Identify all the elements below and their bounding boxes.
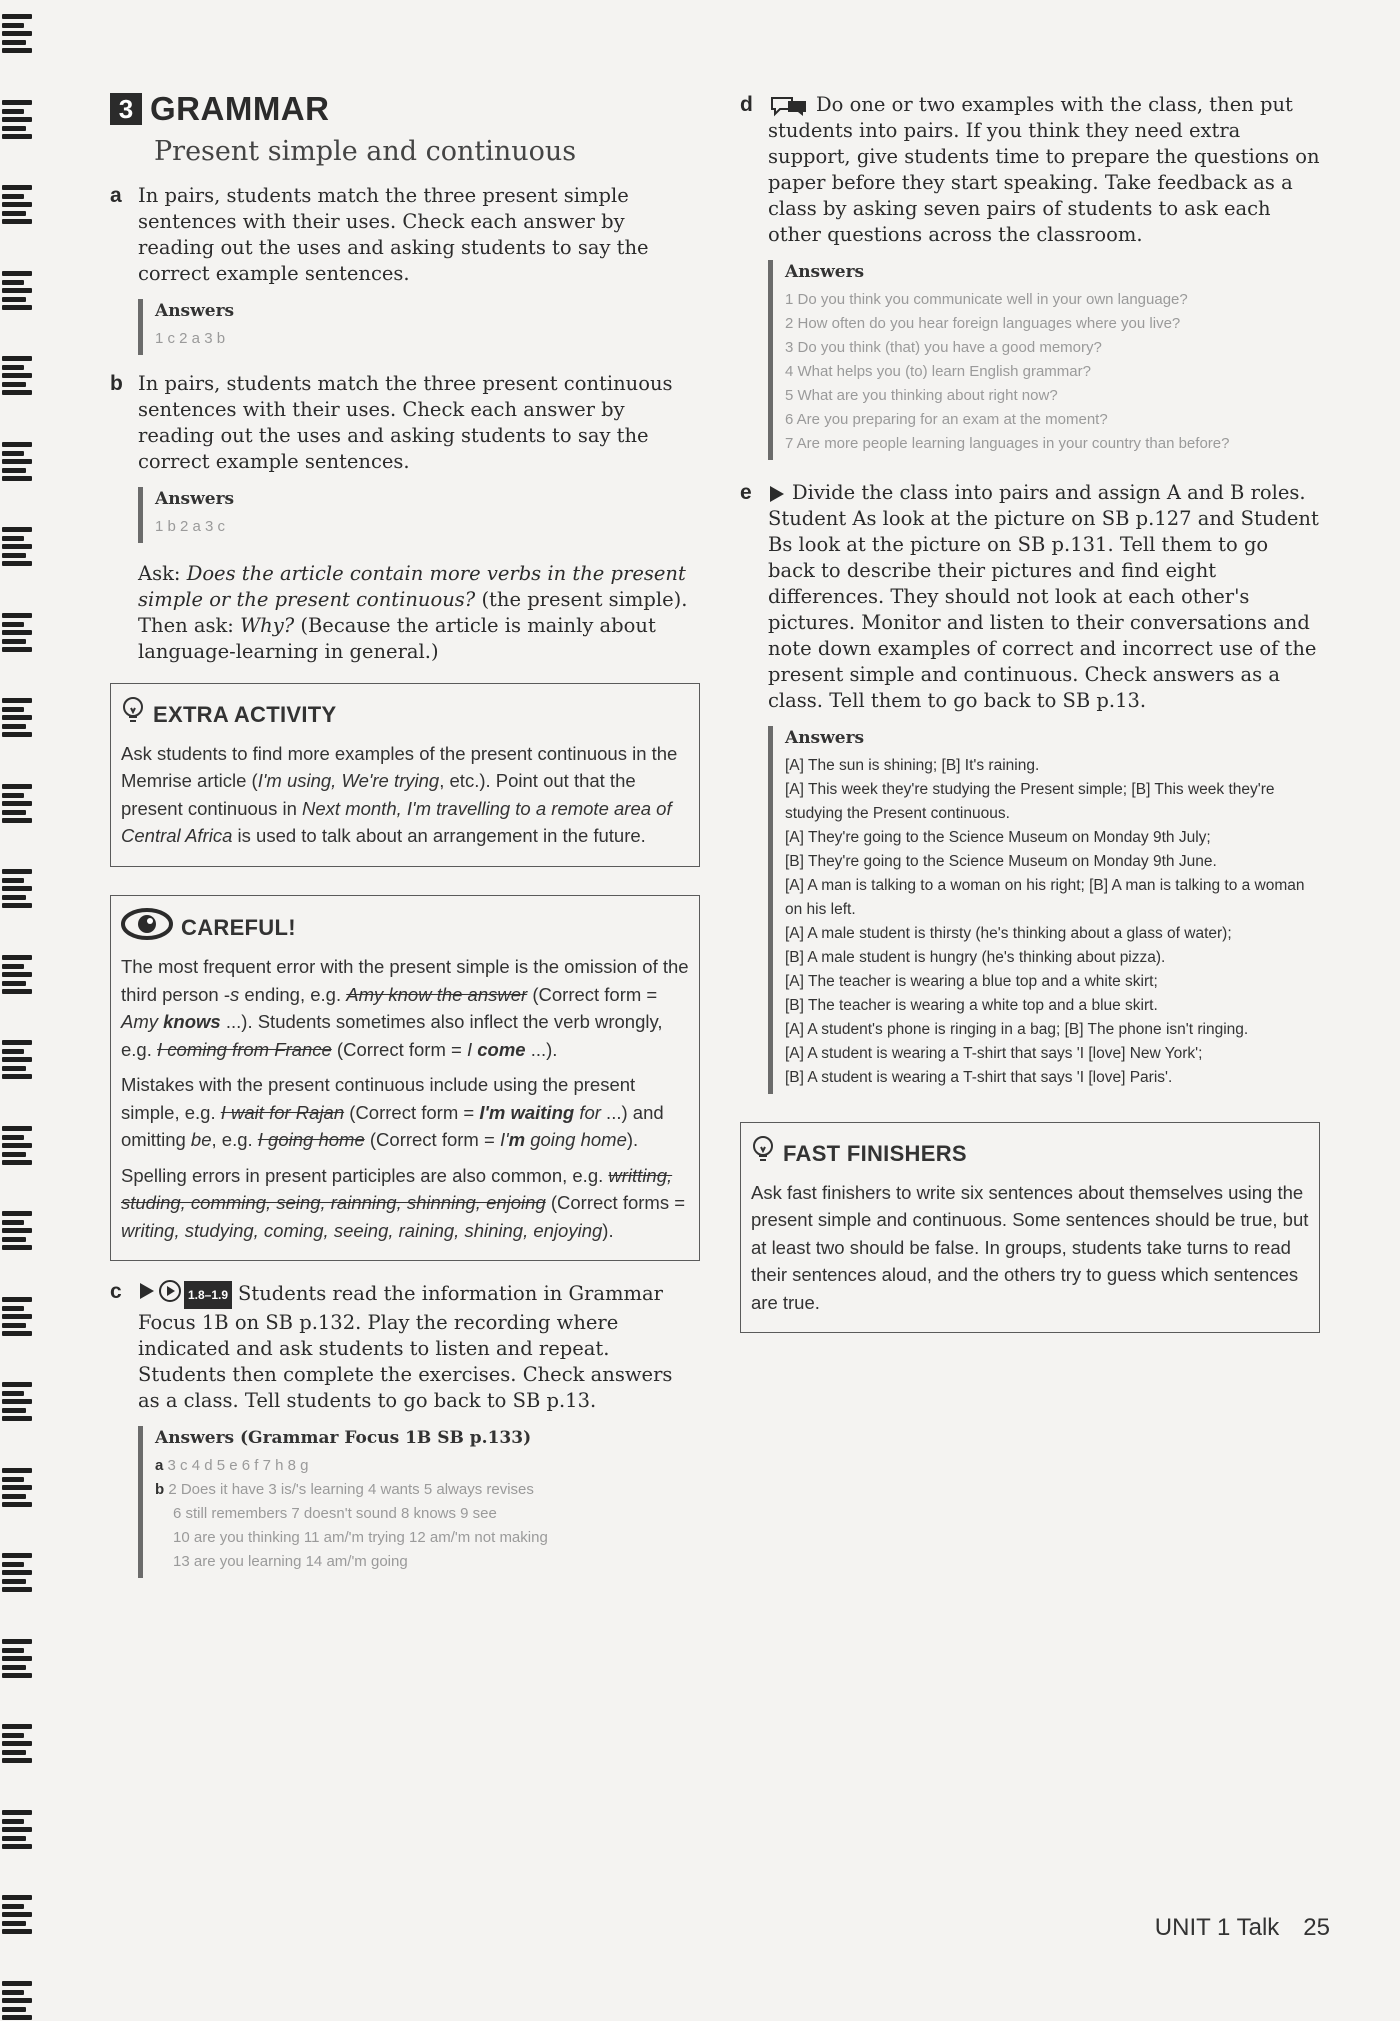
answers-d <box>768 260 1320 460</box>
answer-line: [B] A male student is hungry (he's thinking about pizza). <box>785 949 1166 966</box>
careful-box <box>110 895 700 1262</box>
answer-line: [B] They're going to the Science Museum on Monday 9th June. <box>785 853 1217 870</box>
box-header <box>121 908 689 948</box>
answers-b <box>138 487 700 543</box>
box-title: FAST FINISHERS <box>783 1141 967 1166</box>
answer-line: [A] A man is talking to a woman on his right; [B] A man is talking to a woman on his left. <box>785 877 1305 918</box>
left-column <box>110 90 700 1594</box>
answers-c <box>138 1426 700 1578</box>
page-footer <box>1155 1914 1330 1942</box>
exercise-b-ask <box>138 561 700 665</box>
exercise-letter: a <box>110 184 122 207</box>
answers-b-line: b 2 Does it have 3 is/'s learning 4 wants 5 always revises <box>155 1481 534 1498</box>
extra-activity-box <box>110 683 700 867</box>
exercise-c <box>110 1279 700 1414</box>
exercise-letter: d <box>740 93 753 116</box>
spiral-ring <box>2 1122 32 1166</box>
box-text: Ask students to find more examples of the present continuous in the Memrise article (I'm using, We're trying, etc.). Point out that the present continuous in Next month, I'm travelling to a remote area of Central Africa is used to talk about an arrangement in the future. <box>121 742 678 846</box>
answer-line: 5 What are you thinking about right now? <box>785 387 1058 404</box>
answer-line: [A] A student's phone is ringing in a bag; [B] The phone isn't ringing. <box>785 1021 1249 1038</box>
ask-prefix: Ask: <box>138 562 187 585</box>
answer-line: [B] A student is wearing a T-shirt that says 'I [love] Paris'. <box>785 1069 1173 1086</box>
exercise-d <box>740 92 1320 248</box>
answer-line: 2 How often do you hear foreign languages where you live? <box>785 315 1181 332</box>
spiral-ring <box>2 609 32 653</box>
answers-title: Answers <box>155 301 235 321</box>
spiral-ring <box>2 865 32 909</box>
answers-title: Answers <box>785 728 865 748</box>
exercise-text: In pairs, students match the three present continuous sentences with their uses. Check each answer by reading out the uses and asking students to say the correct example sentences. <box>138 372 673 473</box>
ask-text <box>138 561 700 665</box>
spiral-ring <box>2 352 32 396</box>
answers-b-line: 6 still remembers 7 doesn't sound 8 knows 9 see <box>173 1505 497 1522</box>
box-header <box>751 1135 1309 1173</box>
section-title: GRAMMAR <box>150 90 330 127</box>
answers-title: Answers (Grammar Focus 1B SB p.133) <box>155 1428 532 1448</box>
section-number: 3 <box>110 93 142 125</box>
box-title: EXTRA ACTIVITY <box>153 702 337 727</box>
box-header <box>121 696 689 734</box>
speech-bubbles-icon <box>768 93 810 116</box>
spiral-ring <box>2 1635 32 1679</box>
exercise-letter: b <box>110 372 123 395</box>
lightbulb-icon <box>121 696 145 734</box>
spiral-ring <box>2 1891 32 1935</box>
answer-line: [A] They're going to the Science Museum on Monday 9th July; <box>785 829 1211 846</box>
spiral-ring <box>2 267 32 311</box>
answers-text: 1 c 2 a 3 b <box>155 330 226 347</box>
answers-b-line: 10 are you thinking 11 am/'m trying 12 am/'m not making <box>173 1529 548 1546</box>
eye-icon <box>121 908 173 948</box>
answer-line: [A] This week they're studying the Present simple; [B] This week they're studying the Present continuous. <box>785 781 1275 822</box>
spiral-ring <box>2 438 32 482</box>
spiral-ring <box>2 181 32 225</box>
spiral-ring <box>2 1806 32 1850</box>
answer-line: 3 Do you think (that) you have a good memory? <box>785 339 1102 356</box>
exercise-letter: c <box>110 1280 122 1303</box>
answers-a <box>138 299 700 355</box>
box-text: Ask fast finishers to write six sentences about themselves using the present simple and continuous. Some sentences should be true, but at least two should be false. In groups, students take turns to read their sentences aloud, and the others try to guess which sentences are true. <box>751 1181 1309 1313</box>
why-answer: (Because the article is mainly about language-learning in general.) <box>138 614 656 663</box>
answers-text: 1 b 2 a 3 c <box>155 518 226 535</box>
ask-question: Does the article contain more verbs in the present simple or the present continuous? <box>138 562 686 611</box>
exercise-a <box>110 183 700 287</box>
fast-finishers-box <box>740 1122 1320 1333</box>
exercise-b <box>110 371 700 475</box>
spiral-ring <box>2 951 32 995</box>
spiral-ring <box>2 1720 32 1764</box>
why-question: Why? <box>240 614 295 637</box>
section-header <box>110 90 700 128</box>
spiral-ring <box>2 523 32 567</box>
exercise-e <box>740 480 1320 714</box>
answers-a-line: a 3 c 4 d 5 e 6 f 7 h 8 g <box>155 1457 309 1474</box>
answer-line: [A] The teacher is wearing a blue top and a white skirt; <box>785 973 1158 990</box>
careful-para-1: The most frequent error with the present simple is the omission of the third person -s ending, e.g. Amy know the answer (Correct form = Amy knows ...). Students sometimes also inflect the verb wrongly, e.g. I coming from France (Correct form = I come ...). <box>121 956 689 1060</box>
spiral-binding <box>0 0 36 2000</box>
spiral-ring <box>2 1977 32 2021</box>
answer-line: [A] A male student is thirsty (he's thinking about a glass of water); <box>785 925 1232 942</box>
answers-e <box>768 726 1320 1094</box>
box-title: CAREFUL! <box>181 914 296 940</box>
answer-line: 7 Are more people learning languages in your country than before? <box>785 435 1230 452</box>
lightbulb-icon <box>751 1135 775 1173</box>
answer-line: [A] A student is wearing a T-shirt that says 'I [love] New York'; <box>785 1045 1203 1062</box>
answer-line: 1 Do you think you communicate well in your own language? <box>785 291 1188 308</box>
answer-line: 4 What helps you (to) learn English grammar? <box>785 363 1091 380</box>
ask-answer: (the present simple). Then ask: <box>138 588 688 637</box>
spiral-ring <box>2 10 32 54</box>
spiral-ring <box>2 1464 32 1508</box>
answers-b-line: 13 are you learning 14 am/'m going <box>173 1553 408 1570</box>
speaking-icon <box>768 481 786 504</box>
answers-title: Answers <box>155 489 235 509</box>
exercise-letter: e <box>740 481 752 504</box>
spiral-ring <box>2 1293 32 1337</box>
spiral-ring <box>2 694 32 738</box>
play-icon <box>158 1279 182 1310</box>
careful-para-2: Mistakes with the present continuous include using the present simple, e.g. I wait for Rajan (Correct form = I'm waiting for ...) and omitting be, e.g. I going home (Correct form = I'm going home). <box>121 1074 664 1150</box>
answer-line: 6 Are you preparing for an exam at the moment? <box>785 411 1108 428</box>
section-subtitle: Present simple and continuous <box>154 136 577 167</box>
spiral-ring <box>2 1549 32 1593</box>
exercise-text: 1.8–1.9 Students read the information in Grammar Focus 1B on SB p.132. Play the recording where indicated and ask students to listen and repeat. Students then complete the exercises. Check answers as a class. Tell students to go back to SB p.13. <box>138 1279 700 1414</box>
exercise-text: In pairs, students match the three present simple sentences with their uses. Check each answer by reading out the uses and asking students to say the correct example sentences. <box>138 184 649 285</box>
spiral-ring <box>2 1207 32 1251</box>
spiral-ring <box>2 1378 32 1422</box>
exercise-text: Do one or two examples with the class, then put students into pairs. If you think they need extra support, give students time to prepare the questions on paper before they start speaking. Take feedback as a class by asking seven pairs of students to ask each other questions across the classroom. <box>768 93 1320 246</box>
track-number: 1.8–1.9 <box>184 1281 232 1309</box>
answer-line: [A] The sun is shining; [B] It's raining. <box>785 757 1040 774</box>
spiral-ring <box>2 1036 32 1080</box>
exercise-text: Divide the class into pairs and assign A and B roles. Student As look at the picture on SB p.127 and Student Bs look at the picture on SB p.131. Tell them to go back to describe their pictures and find eight differences. They should not look at each other's pictures. Monitor and listen to their conversations and note down examples of correct and incorrect use of the present simple and continuous. Check answers as a class. Tell them to go back to SB p.13. <box>768 481 1319 712</box>
spiral-ring <box>2 780 32 824</box>
unit-label: UNIT 1 Talk <box>1154 1914 1280 1941</box>
page-number: 25 <box>1303 1914 1330 1941</box>
answers-title: Answers <box>785 262 865 282</box>
answer-line: [B] The teacher is wearing a white top and a blue skirt. <box>785 997 1158 1014</box>
audio-tag <box>138 1279 232 1310</box>
right-column <box>740 92 1320 1333</box>
speaking-icon <box>138 1281 156 1308</box>
careful-para-3: Spelling errors in present participles are also common, e.g. writting, studing, comming, seing, rainning, shinning, enjoing (Correct forms = writing, studying, coming, seeing, raining, shining, enjoying). <box>121 1164 686 1241</box>
spiral-ring <box>2 96 32 140</box>
